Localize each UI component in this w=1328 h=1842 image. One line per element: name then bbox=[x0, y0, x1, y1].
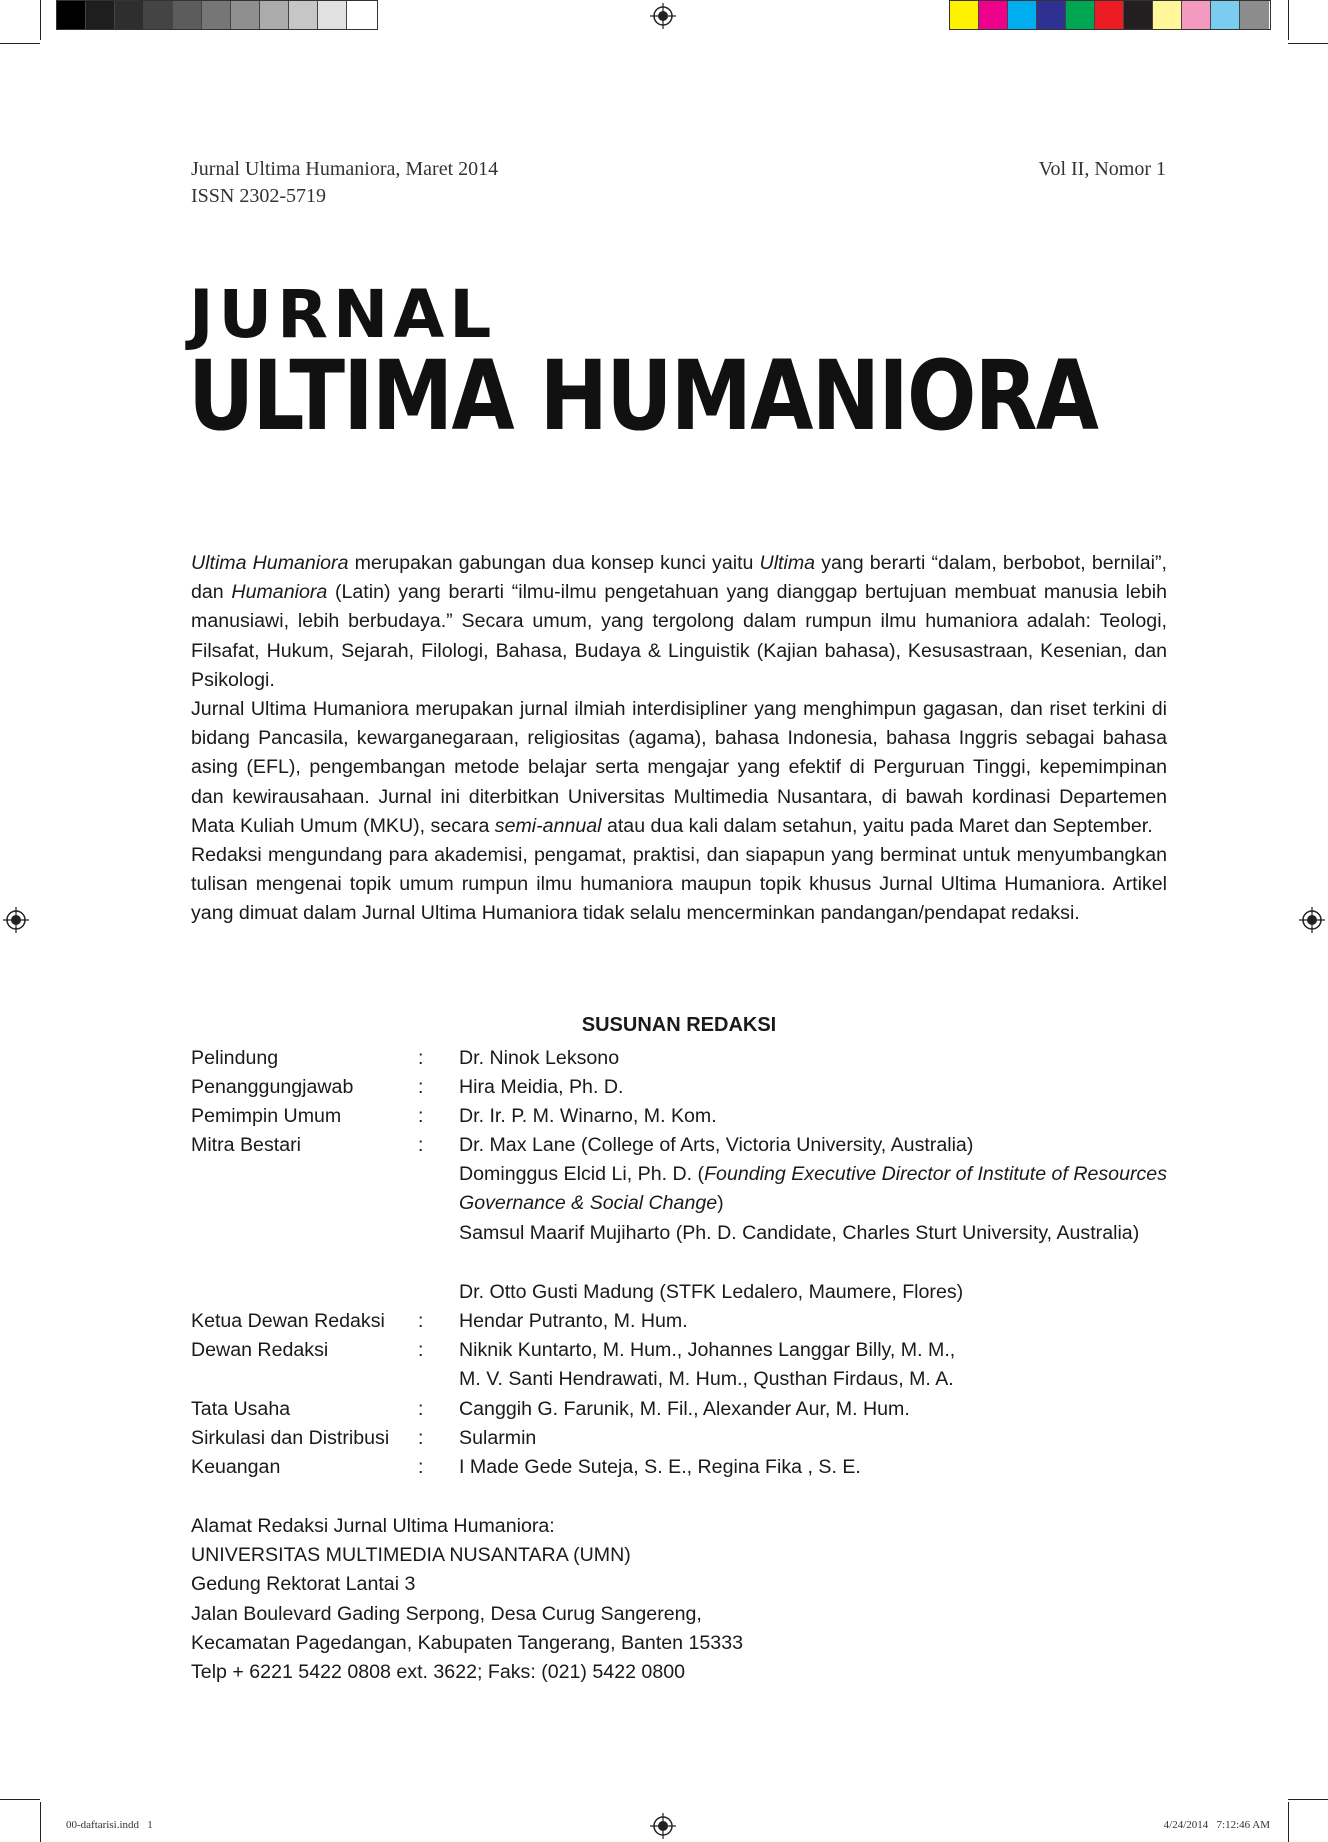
role-label: Tata Usaha bbox=[191, 1398, 291, 1420]
colon: : bbox=[418, 1339, 424, 1361]
issn-line: ISSN 2302-5719 bbox=[191, 185, 327, 207]
role-value: Dr. Ir. P. M. Winarno, M. Kom. bbox=[459, 1105, 717, 1127]
color-swatch bbox=[1240, 1, 1269, 29]
role-value: Dr. Ninok Leksono bbox=[459, 1047, 620, 1069]
color-swatch bbox=[979, 1, 1008, 29]
role-value: Dr. Otto Gusti Madung (STFK Ledalero, Maumere, Flores) bbox=[459, 1281, 964, 1303]
role-value: Samsul Maarif Mujiharto (Ph. D. Candidate, Charles Sturt University, Australia) bbox=[459, 1222, 1140, 1244]
role-label: Penanggungjawab bbox=[191, 1076, 354, 1098]
susunan-redaksi-heading: SUSUNAN REDAKSI bbox=[581, 1014, 777, 1036]
gray-swatch bbox=[202, 1, 231, 29]
colon: : bbox=[418, 1134, 424, 1156]
journal-edition-line: Jurnal Ultima Humaniora, Maret 2014 bbox=[191, 158, 499, 180]
colon: : bbox=[418, 1076, 424, 1098]
role-label: Pemimpin Umum bbox=[191, 1105, 342, 1127]
color-swatch bbox=[1037, 1, 1066, 29]
gray-swatch bbox=[86, 1, 115, 29]
intro-paragraph-1: Ultima Humaniora merupakan gabungan dua konsep kunci yaitu Ultima yang berarti “dalam, berbobot, bernilai”, dan Humaniora (Latin) yang berarti “ilmu-ilmu pengetahuan yang dianggap bertujuan membuat manusia lebih manusiawi, lebih berbudaya.” Secara umum, yang tergolong dalam rumpun ilmu humaniora adalah: Teologi, Filsafat, Hukum, Sejarah, Filologi, Bahasa, Budaya & Linguistik (Kajian bahasa), Kesusastraan, Kesenian, dan Psikologi. bbox=[191, 552, 1167, 691]
registration-mark-icon bbox=[650, 3, 676, 29]
colon: : bbox=[418, 1105, 424, 1127]
gray-swatch bbox=[231, 1, 260, 29]
role-label: Ketua Dewan Redaksi bbox=[191, 1310, 385, 1332]
role-value: Hira Meidia, Ph. D. bbox=[459, 1076, 624, 1098]
role-value: Niknik Kuntarto, M. Hum., Johannes Langgar Billy, M. M., bbox=[459, 1339, 956, 1361]
intro-text bbox=[191, 549, 1167, 929]
gray-swatch bbox=[318, 1, 347, 29]
role-value: Sularmin bbox=[459, 1427, 537, 1449]
address-line: Alamat Redaksi Jurnal Ultima Humaniora: bbox=[191, 1515, 555, 1537]
color-swatch bbox=[1153, 1, 1182, 29]
crop-mark bbox=[1288, 0, 1289, 40]
role-label: Dewan Redaksi bbox=[191, 1339, 329, 1361]
intro-paragraph-3: Redaksi mengundang para akademisi, pengamat, praktisi, dan siapapun yang berminat untuk menyumbangkan tulisan mengenai topik umum rumpun ilmu humaniora maupun topik khusus Jurnal Ultima Humaniora. Artikel yang dimuat dalam Jurnal Ultima Humaniora tidak selalu mencerminkan pandangan/pendapat redaksi. bbox=[191, 844, 1167, 925]
role-label: Sirkulasi dan Distribusi bbox=[191, 1427, 390, 1449]
color-swatch bbox=[1211, 1, 1240, 29]
colon: : bbox=[418, 1047, 424, 1069]
role-value: Canggih G. Farunik, M. Fil., Alexander Aur, M. Hum. bbox=[459, 1398, 910, 1420]
colon: : bbox=[418, 1310, 424, 1332]
address-line: Kecamatan Pagedangan, Kabupaten Tangerang, Banten 15333 bbox=[191, 1631, 743, 1654]
intro-paragraph-2: Jurnal Ultima Humaniora merupakan jurnal ilmiah interdisipliner yang menghimpun gagasan, dan riset terkini di bidang Pancasila, kewarganegaraan, religiositas (agama), bahasa Indonesia, bahasa Inggris sebagai bahasa asing (EFL), pengembangan metode belajar serta mengajar yang efektif di Perguruan Tinggi, kepemimpinan dan kewirausahaan. Jurnal ini diterbitkan Universitas Multimedia Nusantara, di bawah kordinasi Departemen Mata Kuliah Umum (MKU), secara semi-annual atau dua kali dalam setahun, yaitu pada Maret dan September. bbox=[191, 698, 1167, 837]
gray-swatch bbox=[173, 1, 202, 29]
registration-mark-icon bbox=[3, 907, 29, 933]
volume-number: Vol II, Nomor 1 bbox=[1038, 158, 1166, 180]
colon: : bbox=[418, 1456, 424, 1478]
color-swatch bbox=[1095, 1, 1124, 29]
title-jurnal: JURNAL bbox=[189, 276, 497, 353]
crop-mark bbox=[0, 43, 40, 44]
gray-swatch bbox=[289, 1, 318, 29]
role-value: Hendar Putranto, M. Hum. bbox=[459, 1310, 688, 1332]
color-swatch bbox=[1066, 1, 1095, 29]
crop-mark bbox=[40, 1802, 41, 1842]
colon: : bbox=[418, 1427, 424, 1449]
crop-mark bbox=[1288, 43, 1328, 44]
registration-mark-icon bbox=[1299, 907, 1325, 933]
color-swatch bbox=[1008, 1, 1037, 29]
crop-mark bbox=[0, 1799, 40, 1800]
role-label: Pelindung bbox=[191, 1047, 279, 1069]
gray-swatch bbox=[57, 1, 86, 29]
color-swatch bbox=[1182, 1, 1211, 29]
gray-swatch bbox=[347, 1, 376, 29]
grayscale-swatch-strip bbox=[56, 0, 378, 30]
color-swatch bbox=[950, 1, 979, 29]
gray-swatch bbox=[144, 1, 173, 29]
role-value: Dr. Max Lane (College of Arts, Victoria University, Australia) bbox=[459, 1134, 974, 1156]
address-line: Jalan Boulevard Gading Serpong, Desa Curug Sangereng, bbox=[191, 1602, 702, 1625]
address-line: Gedung Rektorat Lantai 3 bbox=[191, 1573, 416, 1596]
registration-mark-icon bbox=[650, 1813, 676, 1839]
crop-mark bbox=[1288, 1802, 1289, 1842]
role-value: M. V. Santi Hendrawati, M. Hum., Qusthan Firdaus, M. A. bbox=[459, 1368, 954, 1390]
color-swatch-strip bbox=[949, 0, 1271, 30]
role-label: Keuangan bbox=[191, 1456, 281, 1478]
role-value: Dominggus Elcid Li, Ph. D. (Founding Executive Director of Institute of Resources Governance & Social Change) bbox=[459, 1163, 1167, 1215]
footer-timestamp: 4/24/2014 7:12:46 AM bbox=[1163, 1819, 1270, 1831]
address-line: UNIVERSITAS MULTIMEDIA NUSANTARA (UMN) bbox=[191, 1544, 631, 1567]
gray-swatch bbox=[115, 1, 144, 29]
role-label: Mitra Bestari bbox=[191, 1134, 301, 1156]
address-line: Telp + 6221 5422 0808 ext. 3622; Faks: (021) 5422 0800 bbox=[191, 1661, 686, 1684]
role-value: I Made Gede Suteja, S. E., Regina Fika , S. E. bbox=[459, 1456, 861, 1478]
gray-swatch bbox=[260, 1, 289, 29]
crop-mark bbox=[40, 0, 41, 40]
colon: : bbox=[418, 1398, 424, 1420]
title-ultima-humaniora: ULTIMA HUMANIORA bbox=[188, 340, 1098, 452]
footer-filename: 00-daftarisi.indd 1 bbox=[66, 1819, 153, 1831]
crop-mark bbox=[1288, 1799, 1328, 1800]
color-swatch bbox=[1124, 1, 1153, 29]
address-block bbox=[191, 1512, 743, 1687]
